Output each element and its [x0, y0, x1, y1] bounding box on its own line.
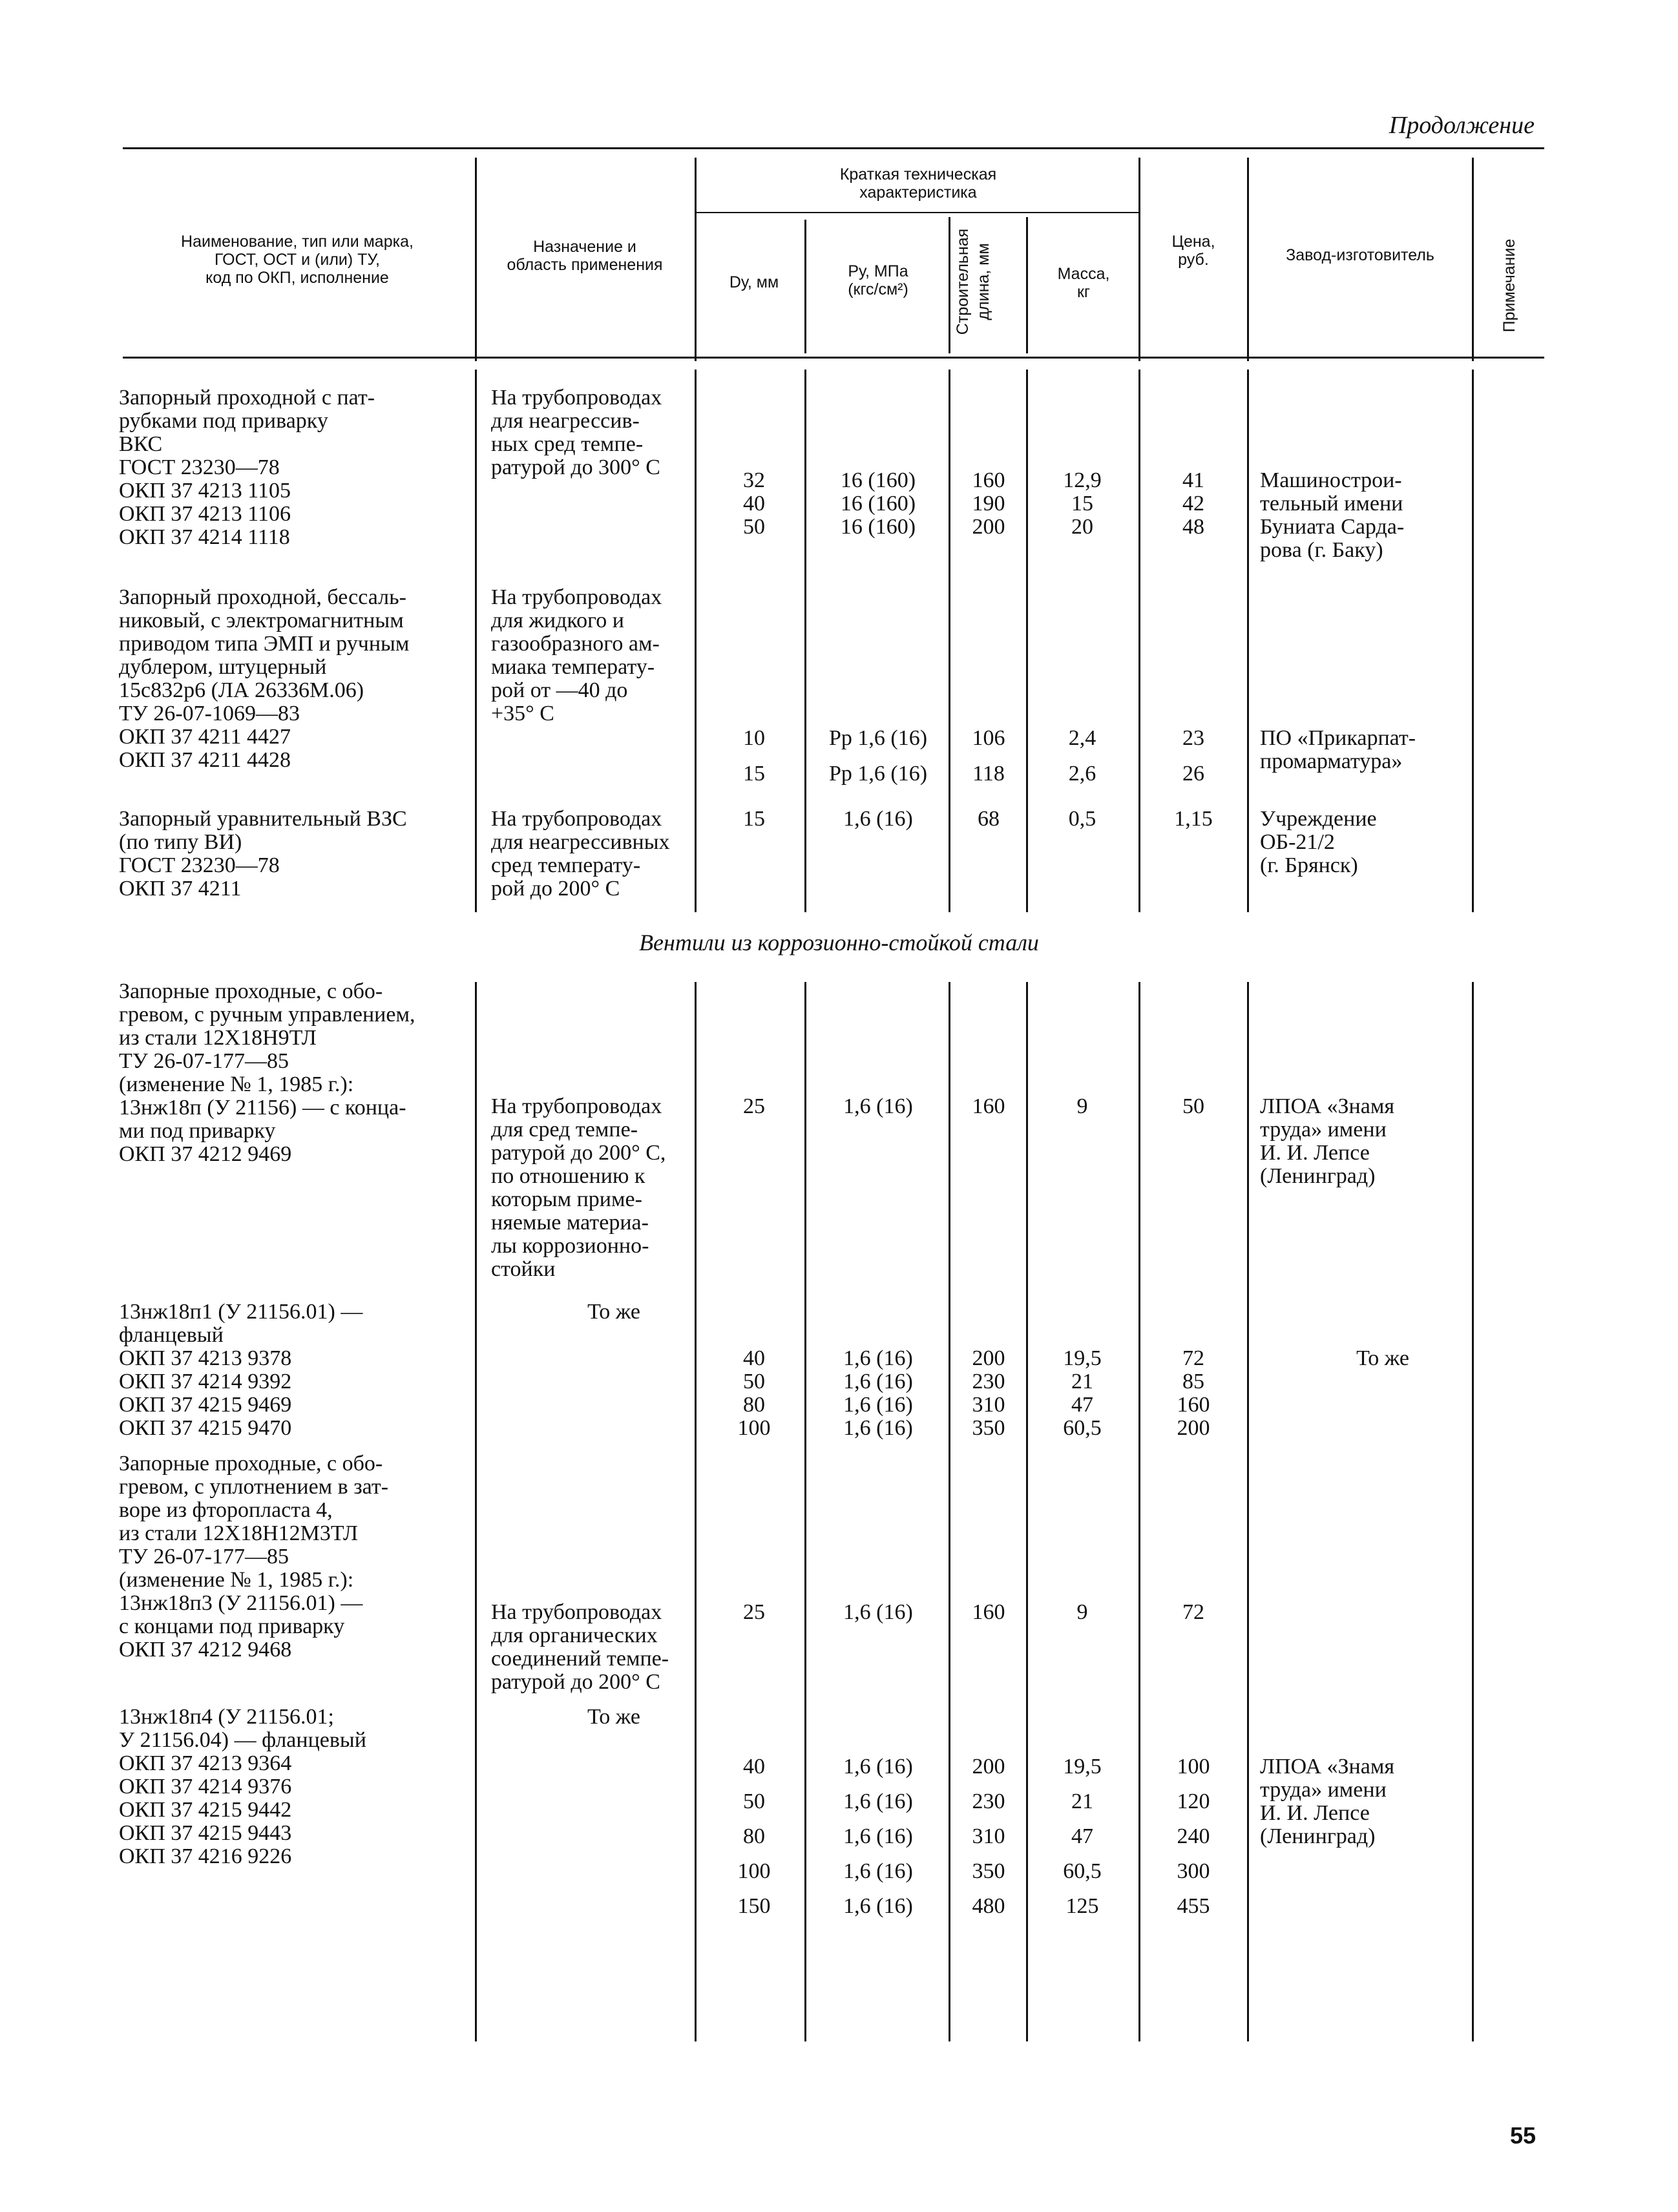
name-line: У 21156.04) — фланцевый: [119, 1728, 366, 1752]
maker-line: (Ленинград): [1260, 1824, 1376, 1848]
header-sub-rule: [695, 212, 1140, 213]
price-value: 42: [1182, 492, 1204, 516]
name-line: фланцевый: [119, 1323, 224, 1347]
py-value: 1,6 (16): [843, 1600, 913, 1624]
py-value: Pр 1,6 (16): [828, 726, 928, 750]
name-line: ОКП 37 4213 1106: [119, 502, 291, 526]
header-name: код по ОКП, исполнение: [205, 269, 389, 287]
dy-value: 15: [743, 807, 765, 831]
name-line: 13нж18п4 (У 21156.01;: [119, 1705, 334, 1729]
name-line: ОКП 37 4214 9392: [119, 1370, 292, 1393]
purpose-line: На трубопроводах: [491, 585, 662, 609]
maker-line: То же: [1356, 1346, 1409, 1370]
dy-value: 50: [743, 1789, 765, 1813]
name-line: (изменение № 1, 1985 г.):: [119, 1568, 354, 1592]
py-value: 1,6 (16): [843, 1755, 913, 1779]
purpose-line: которым приме-: [491, 1187, 642, 1211]
py-value: 1,6 (16): [843, 1824, 913, 1848]
name-line: рубками под приварку: [119, 409, 328, 433]
purpose-line: соединений темпе-: [491, 1647, 669, 1671]
len-value: 310: [972, 1824, 1005, 1848]
header-price: руб.: [1178, 251, 1209, 269]
name-line: из стали 12Х18Н12М3ТЛ: [119, 1521, 359, 1545]
name-line: с концами под приварку: [119, 1614, 345, 1638]
dy-value: 25: [743, 1094, 765, 1118]
name-line: ОКП 37 4213 9364: [119, 1751, 292, 1775]
name-line: ми под приварку: [119, 1119, 276, 1143]
column-rule: [1138, 158, 1140, 361]
purpose-line: по отношению к: [491, 1164, 645, 1188]
maker-line: промарматура»: [1260, 749, 1403, 773]
py-value: 1,6 (16): [843, 1789, 913, 1813]
mass-value: 21: [1071, 1789, 1093, 1813]
name-line: гревом, с ручным управлением,: [119, 1003, 415, 1027]
purpose-line: На трубопроводах: [491, 1094, 662, 1118]
purpose-line: лы коррозионно-: [491, 1234, 649, 1258]
name-line: ГОСТ 23230—78: [119, 455, 280, 479]
name-line: Запорный проходной, бессаль-: [119, 585, 406, 609]
column-rule: [695, 158, 697, 361]
price-value: 41: [1182, 468, 1204, 492]
purpose-line: стойки: [491, 1257, 556, 1281]
name-line: ОКП 37 4214 1118: [119, 525, 290, 549]
maker-line: И. И. Лепсе: [1260, 1141, 1370, 1165]
purpose-line: для жидкого и: [491, 609, 624, 632]
purpose-line: миака температу-: [491, 655, 655, 679]
py-value: Pр 1,6 (16): [828, 762, 928, 786]
purpose-line: То же: [587, 1300, 640, 1324]
header-mass: Масса,: [1057, 265, 1110, 283]
maker-line: (Ленинград): [1260, 1164, 1376, 1188]
name-line: ГОСТ 23230—78: [119, 853, 280, 877]
column-rule: [1247, 158, 1249, 361]
py-value: 1,6 (16): [843, 1094, 913, 1118]
len-value: 310: [972, 1393, 1005, 1417]
column-rule: [1138, 370, 1140, 912]
price-value: 72: [1182, 1346, 1204, 1370]
header-price: Цена,: [1171, 233, 1215, 251]
maker-line: труда» имени: [1260, 1778, 1387, 1802]
header-name: ГОСТ, ОСТ и (или) ТУ,: [215, 251, 380, 269]
header-top-rule: [123, 147, 1544, 149]
dy-value: 80: [743, 1824, 765, 1848]
mass-value: 60,5: [1063, 1859, 1102, 1883]
name-line: ТУ 26-07-1069—83: [119, 702, 300, 725]
maker-line: Буниата Сарда-: [1260, 515, 1405, 539]
name-line: 15с832р6 (ЛА 26336М.06): [119, 678, 364, 702]
column-rule: [475, 982, 477, 2041]
py-value: 1,6 (16): [843, 1416, 913, 1440]
purpose-line: ратурой до 200° С,: [491, 1141, 666, 1165]
section-title: Вентили из коррозионно-стойкой стали: [639, 930, 1039, 955]
len-value: 200: [972, 515, 1005, 539]
mass-value: 9: [1076, 1600, 1088, 1624]
purpose-line: На трубопроводах: [491, 386, 662, 410]
purpose-line: для органических: [491, 1623, 658, 1647]
dy-value: 50: [743, 515, 765, 539]
name-line: (изменение № 1, 1985 г.):: [119, 1072, 354, 1096]
header-py: Pу, МПа: [848, 262, 908, 280]
name-line: ОКП 37 4213 9378: [119, 1346, 292, 1370]
purpose-line: рой от —40 до: [491, 678, 628, 702]
len-value: 200: [972, 1755, 1005, 1779]
dy-value: 50: [743, 1370, 765, 1393]
dy-value: 10: [743, 726, 765, 750]
mass-value: 2,4: [1068, 726, 1096, 750]
len-value: 68: [978, 807, 1000, 831]
name-line: ОКП 37 4211 4427: [119, 725, 291, 749]
name-line: ОКП 37 4215 9442: [119, 1798, 292, 1822]
mass-value: 9: [1076, 1094, 1088, 1118]
column-rule: [804, 370, 806, 912]
len-value: 190: [972, 492, 1005, 516]
name-line: из стали 12Х18Н9ТЛ: [119, 1026, 317, 1050]
header-length: Строительная: [954, 228, 972, 335]
dy-value: 15: [743, 762, 765, 786]
mass-value: 2,6: [1068, 762, 1096, 786]
continuation-label: Продолжение: [1389, 112, 1535, 139]
header-py: (кгс/см²): [848, 280, 908, 298]
header-bottom-rule: [123, 357, 1544, 359]
header-mass: кг: [1076, 283, 1091, 301]
dy-value: 80: [743, 1393, 765, 1417]
name-line: ОКП 37 4216 9226: [119, 1844, 292, 1868]
maker-line: ПО «Прикарпат-: [1260, 726, 1416, 750]
len-value: 160: [972, 1094, 1005, 1118]
price-value: 1,15: [1174, 807, 1213, 831]
column-rule: [949, 370, 950, 912]
purpose-line: газообразного ам-: [491, 632, 660, 656]
dy-value: 100: [737, 1859, 771, 1883]
maker-line: тельный имени: [1260, 492, 1403, 516]
mass-value: 21: [1071, 1370, 1093, 1393]
maker-line: Учреждение: [1260, 807, 1377, 831]
py-value: 1,6 (16): [843, 1393, 913, 1417]
purpose-line: для неагрессив-: [491, 409, 640, 433]
purpose-line: ратурой до 300° С: [491, 455, 660, 479]
len-value: 160: [972, 1600, 1005, 1624]
column-rule: [1247, 370, 1249, 912]
py-value: 16 (160): [840, 468, 916, 492]
column-rule: [1026, 217, 1028, 353]
header-purpose: Назначение и: [533, 238, 636, 256]
column-rule: [1472, 370, 1474, 912]
name-line: ВКС: [119, 432, 163, 456]
len-value: 480: [972, 1894, 1005, 1918]
column-rule: [475, 370, 477, 912]
maker-line: труда» имени: [1260, 1118, 1387, 1142]
purpose-line: ных сред темпе-: [491, 432, 644, 456]
price-value: 240: [1177, 1824, 1210, 1848]
price-value: 48: [1182, 515, 1204, 539]
py-value: 1,6 (16): [843, 1370, 913, 1393]
py-value: 16 (160): [840, 515, 916, 539]
len-value: 160: [972, 468, 1005, 492]
price-value: 300: [1177, 1859, 1210, 1883]
dy-value: 40: [743, 1346, 765, 1370]
price-value: 26: [1182, 762, 1204, 786]
py-value: 16 (160): [840, 492, 916, 516]
len-value: 118: [972, 762, 1005, 786]
name-line: 13нж18п1 (У 21156.01) —: [119, 1300, 363, 1324]
column-rule: [949, 217, 950, 353]
name-line: дублером, штуцерный: [119, 655, 327, 679]
purpose-line: То же: [587, 1705, 640, 1729]
name-line: ОКП 37 4214 9376: [119, 1775, 292, 1799]
dy-value: 150: [737, 1894, 771, 1918]
py-value: 1,6 (16): [843, 1859, 913, 1883]
len-value: 230: [972, 1370, 1005, 1393]
price-value: 200: [1177, 1416, 1210, 1440]
name-line: гревом, с уплотнением в зат-: [119, 1475, 389, 1499]
price-value: 50: [1182, 1094, 1204, 1118]
dy-value: 40: [743, 1755, 765, 1779]
column-rule: [1472, 158, 1474, 361]
maker-line: Машинострои-: [1260, 468, 1402, 492]
price-value: 100: [1177, 1755, 1210, 1779]
mass-value: 125: [1065, 1894, 1099, 1918]
column-rule: [804, 220, 806, 353]
name-line: Запорный уравнительный ВЗС: [119, 807, 407, 831]
purpose-line: +35° С: [491, 702, 554, 725]
name-line: ОКП 37 4215 9469: [119, 1393, 292, 1417]
name-line: ОКП 37 4215 9470: [119, 1416, 292, 1440]
name-line: 13нж18п3 (У 21156.01) —: [119, 1591, 363, 1615]
name-line: приводом типа ЭМП и ручным: [119, 632, 410, 656]
mass-value: 19,5: [1063, 1346, 1102, 1370]
mass-value: 60,5: [1063, 1416, 1102, 1440]
price-value: 160: [1177, 1393, 1210, 1417]
name-line: ОКП 37 4212 9469: [119, 1142, 292, 1166]
header-dy: Dу, мм: [729, 273, 779, 291]
dy-value: 25: [743, 1600, 765, 1624]
price-value: 72: [1182, 1600, 1204, 1624]
mass-value: 20: [1071, 515, 1093, 539]
py-value: 1,6 (16): [843, 1894, 913, 1918]
len-value: 350: [972, 1416, 1005, 1440]
price-value: 120: [1177, 1789, 1210, 1813]
name-line: никовый, с электромагнитным: [119, 609, 404, 632]
mass-value: 19,5: [1063, 1755, 1102, 1779]
len-value: 350: [972, 1859, 1005, 1883]
name-line: Запорные проходные, с обо-: [119, 1452, 383, 1476]
page-number: 55: [1509, 2122, 1536, 2149]
column-rule: [475, 158, 477, 361]
mass-value: 47: [1071, 1393, 1093, 1417]
name-line: ОКП 37 4212 9468: [119, 1638, 292, 1662]
purpose-line: На трубопроводах: [491, 1600, 662, 1624]
py-value: 1,6 (16): [843, 807, 913, 831]
purpose-line: для сред темпе-: [491, 1118, 638, 1142]
name-line: (по типу ВИ): [119, 830, 242, 854]
mass-value: 0,5: [1068, 807, 1096, 831]
purpose-line: няемые материа-: [491, 1211, 649, 1235]
name-line: Запорный проходной с пат-: [119, 386, 375, 410]
name-line: ОКП 37 4211: [119, 877, 242, 901]
header-brief: характеристика: [859, 183, 977, 202]
name-line: воре из фторопласта 4,: [119, 1498, 333, 1522]
header-purpose: область применения: [507, 256, 663, 274]
maker-line: ЛПОА «Знамя: [1260, 1755, 1395, 1779]
name-line: ОКП 37 4215 9443: [119, 1821, 292, 1845]
price-value: 85: [1182, 1370, 1204, 1393]
maker-line: И. И. Лепсе: [1260, 1801, 1370, 1825]
len-value: 230: [972, 1789, 1005, 1813]
name-line: 13нж18п (У 21156) — с конца-: [119, 1096, 406, 1120]
purpose-line: рой до 200° С: [491, 877, 620, 901]
purpose-line: сред температу-: [491, 853, 641, 877]
price-value: 455: [1177, 1894, 1210, 1918]
maker-line: ЛПОА «Знамя: [1260, 1094, 1395, 1118]
header-name: Наименование, тип или марка,: [181, 233, 414, 251]
mass-value: 47: [1071, 1824, 1093, 1848]
maker-line: ОБ-21/2: [1260, 830, 1335, 854]
maker-line: рова (г. Баку): [1260, 538, 1383, 562]
name-line: ТУ 26-07-177—85: [119, 1049, 289, 1073]
py-value: 1,6 (16): [843, 1346, 913, 1370]
header-note: Примечание: [1500, 238, 1518, 333]
name-line: ОКП 37 4211 4428: [119, 748, 291, 772]
mass-value: 15: [1071, 492, 1093, 516]
name-line: ОКП 37 4213 1105: [119, 479, 291, 503]
name-line: ТУ 26-07-177—85: [119, 1545, 289, 1569]
header-maker: Завод-изготовитель: [1286, 246, 1434, 264]
header-length: длина, мм: [974, 243, 992, 320]
mass-value: 12,9: [1063, 468, 1102, 492]
dy-value: 40: [743, 492, 765, 516]
name-line: Запорные проходные, с обо-: [119, 979, 383, 1003]
purpose-line: для неагрессивных: [491, 830, 670, 854]
column-rule: [1472, 982, 1474, 2041]
dy-value: 100: [737, 1416, 771, 1440]
purpose-line: ратурой до 200° С: [491, 1670, 660, 1694]
price-value: 23: [1182, 726, 1204, 750]
len-value: 106: [972, 726, 1005, 750]
maker-line: (г. Брянск): [1260, 853, 1358, 877]
column-rule: [1026, 370, 1028, 912]
header-brief: Краткая техническая: [839, 165, 997, 183]
len-value: 200: [972, 1346, 1005, 1370]
dy-value: 32: [743, 468, 765, 492]
purpose-line: На трубопроводах: [491, 807, 662, 831]
